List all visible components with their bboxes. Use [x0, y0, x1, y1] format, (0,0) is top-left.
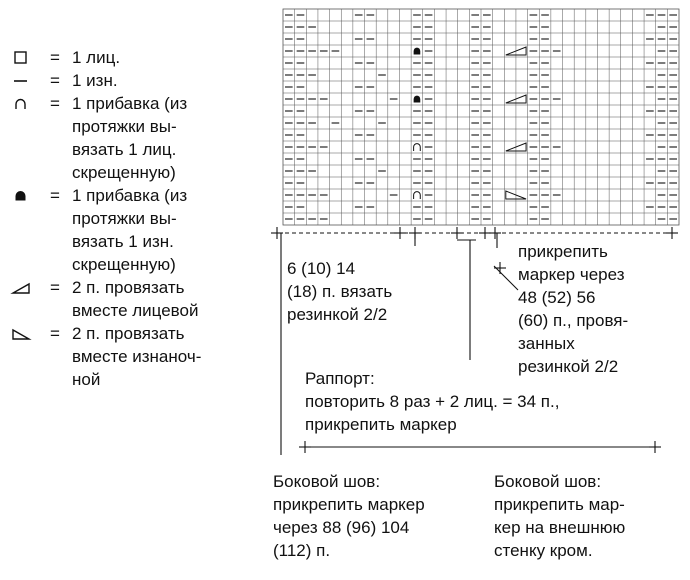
legend-text-increase-knit: 1 прибавка (из протяжки вы- вязать 1 лиц. скрещенную): [72, 94, 188, 182]
legend-equals: =: [50, 186, 60, 205]
note-side-seam-right: Боковой шов: прикрепить мар- кер на внешнюю стенку кром.: [494, 472, 626, 560]
note-side-seam-left: Боковой шов: прикрепить маркер через 88 (96) 104 (112) п.: [273, 472, 425, 560]
legend-text-knit: 1 лиц.: [72, 48, 121, 67]
legend-equals: =: [50, 94, 60, 113]
legend-equals: =: [50, 71, 60, 90]
legend-text-p2tog: 2 п. провязать вместе изнаноч- ной: [72, 324, 202, 389]
note-left-rib: 6 (10) 14 (18) п. вязать резинкой 2/2: [287, 259, 393, 324]
legend-equals: =: [50, 278, 60, 297]
marker-pointer-line: [494, 266, 518, 290]
legend-text-purl: 1 изн.: [72, 71, 118, 90]
increase-purl-mark: [414, 48, 421, 55]
chart-grid: [283, 9, 679, 225]
legend-equals: =: [50, 324, 60, 343]
legend-text-increase-purl: 1 прибавка (из протяжки вы- вязать 1 изн. скрещенную): [72, 186, 188, 274]
note-repeat: Раппорт: повторить 8 раз + 2 лиц. = 34 п., прикрепить маркер: [305, 369, 560, 434]
increase-knit-mark: [414, 144, 421, 151]
legend-text-k2tog: 2 п. провязать вместе лицевой: [72, 278, 199, 320]
legend-equals: =: [50, 48, 60, 67]
increase-purl-mark: [414, 96, 421, 103]
increase-knit-mark: [414, 192, 421, 199]
note-right-marker: прикрепить маркер через 48 (52) 56 (60) п., провя- занных резинкой 2/2: [518, 242, 629, 376]
